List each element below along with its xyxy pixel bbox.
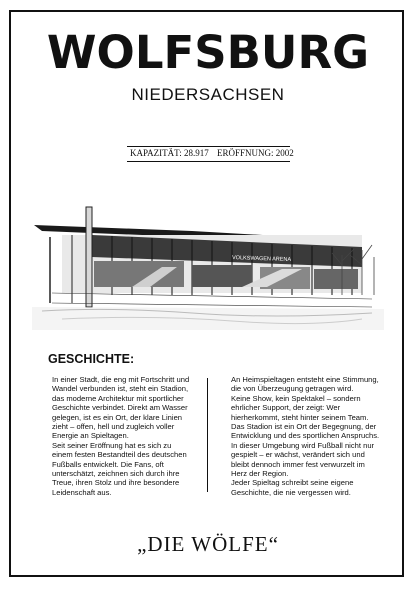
history-line: Keine Show, kein Spektakel – sondern: [231, 393, 361, 403]
history-line: die von Überzeugung getragen wird.: [231, 384, 354, 394]
history-line: gelegen, ist es ein Ort, der klare Linien: [52, 412, 183, 422]
stadium-photo: [32, 195, 384, 330]
column-divider: [207, 378, 208, 492]
history-line: Leidenschaft aus.: [52, 487, 112, 497]
history-line: unterschätzt, zeichnen sich durch ihre: [52, 469, 180, 479]
history-line: An Heimspieltagen entsteht eine Stimmung,: [231, 375, 379, 384]
stadium-stats-bar: [127, 146, 294, 162]
arena-sign-text: VOLKSWAGEN ARENA: [231, 255, 292, 264]
history-line: Seit seiner Eröffnung hat es sich zu: [52, 440, 172, 450]
team-motto: „DIE WÖLFE“: [137, 532, 279, 556]
history-line: Treue, ihren Stolz und ihre besondere: [52, 478, 180, 488]
history-line: Das Stadion ist ein Ort der Begegnung, der: [231, 422, 377, 432]
history-line: ehrlicher Support, der zeigt: Wer: [231, 403, 341, 413]
history-line: Entwicklung und des sportlichen Anspruchs.: [231, 431, 380, 441]
history-line: In dieser Umgebung wird Fußball nicht nur: [231, 440, 375, 450]
opening-label: ERÖFFNUNG: 2002: [216, 148, 294, 158]
history-line: Geschichte verbindet. Direkt am Wasser: [52, 403, 188, 413]
history-line: gespielt – er wächst, verändert sich und: [231, 450, 365, 460]
history-line: einem festen Bestandteil des deutschen: [52, 450, 187, 460]
capacity-label: KAPAZITÄT: 28.917: [130, 148, 209, 158]
history-line: zieht – offen, hell und zugleich voller: [52, 422, 175, 432]
history-left-column: [52, 375, 212, 497]
history-right-column: [231, 375, 391, 497]
history-heading: GESCHICHTE:: [48, 352, 135, 366]
history-line: Jeder Spieltag schreibt seine eigene: [231, 478, 354, 488]
history-line: Fußballs entwickelt. Die Fans, oft: [52, 459, 164, 469]
history-line: das moderne Architektur mit sportlicher: [52, 393, 184, 403]
history-line: In einer Stadt, die eng mit Fortschritt und: [52, 375, 190, 384]
state-subtitle: NIEDERSACHSEN: [131, 85, 285, 104]
history-line: Herz der Region.: [231, 469, 289, 479]
history-line: bleibt dennoch immer fest verwurzelt im: [231, 459, 365, 469]
history-line: Geschichte, die nie vergessen wird.: [231, 487, 351, 497]
history-line: Energie an Spieltagen.: [52, 431, 129, 441]
city-title: WOLFSBURG: [46, 26, 370, 79]
history-line: Wandel verbunden ist, steht ein Stadion,: [52, 384, 189, 394]
history-line: hierherkommt, steht hinter seinem Team.: [231, 412, 369, 422]
